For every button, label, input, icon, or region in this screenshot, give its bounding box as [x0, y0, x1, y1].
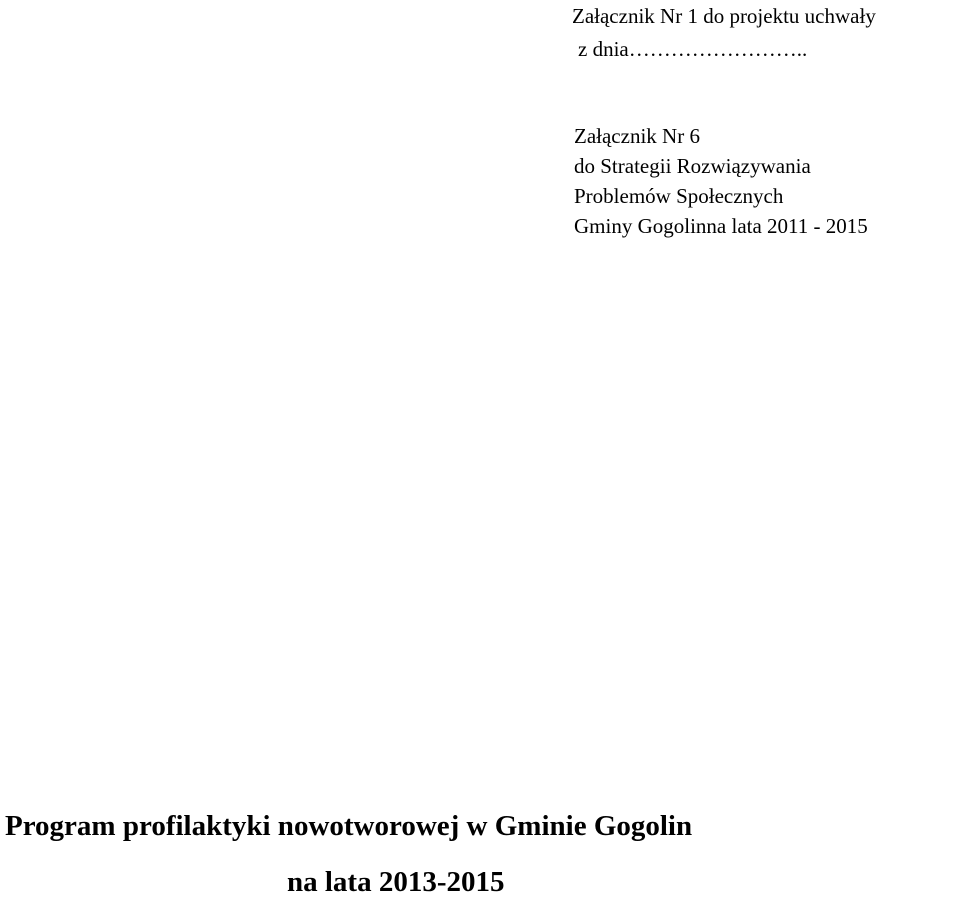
annex-municipality-line: Gminy Gogolinna lata 2011 - 2015 [574, 214, 868, 238]
resolution-annex-note [572, 0, 876, 66]
resolution-date-line: z dnia…………………….. [578, 37, 808, 61]
document-subtitle: na lata 2013-2015 [287, 866, 505, 898]
strategy-annex-note [574, 121, 868, 241]
annex-problems-line: Problemów Społecznych [574, 184, 784, 208]
document-title: Program profilaktyki nowotworowej w Gminie Gogolin [5, 810, 693, 842]
annex-number-line: Załącznik Nr 6 [574, 124, 700, 148]
annex-strategy-line: do Strategii Rozwiązywania [574, 154, 811, 178]
resolution-annex-line: Załącznik Nr 1 do projektu uchwały [572, 4, 876, 28]
